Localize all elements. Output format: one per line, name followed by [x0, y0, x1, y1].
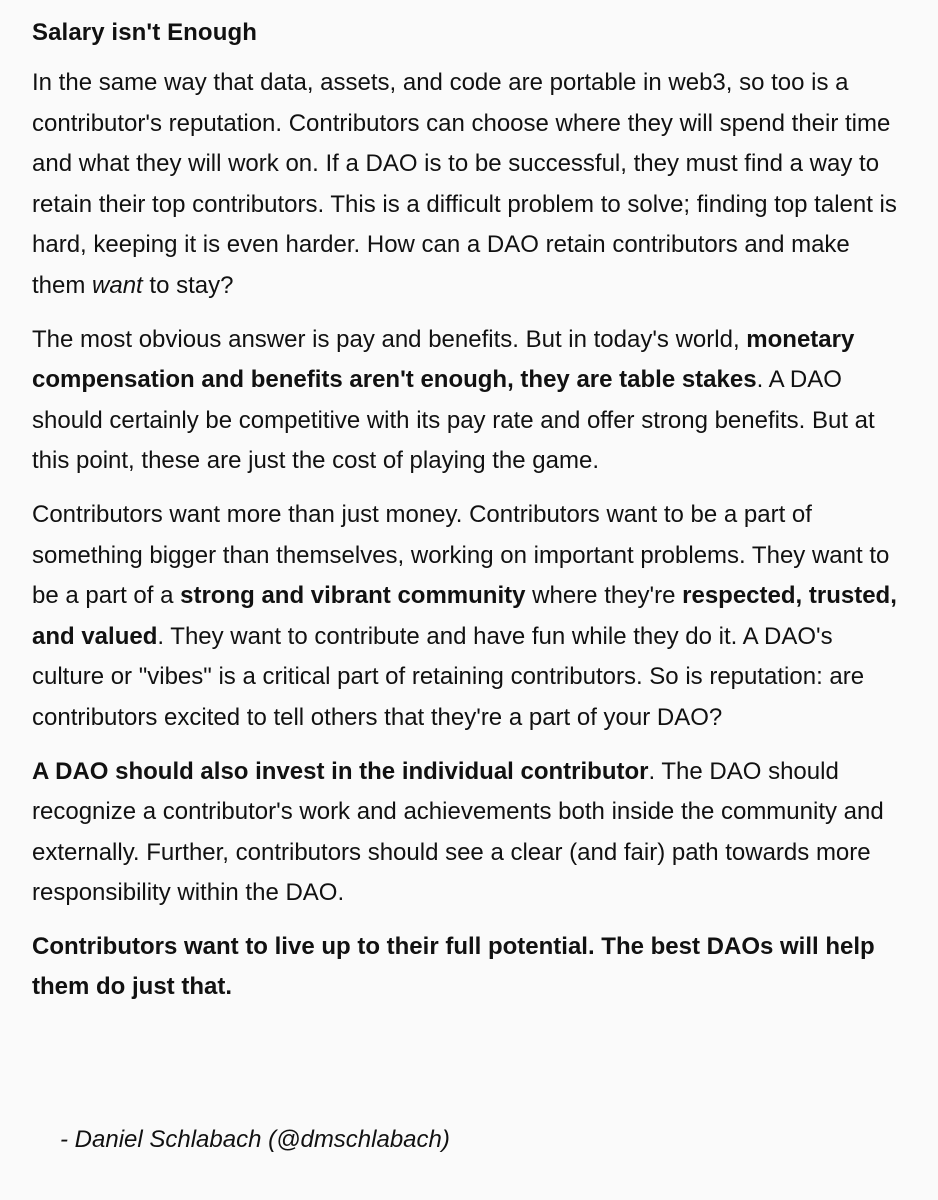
paragraph-1-text-b: to stay? — [142, 271, 234, 299]
paragraph-3-bold-1: strong and vibrant community — [180, 582, 526, 610]
paragraph-5-bold: Contributors want to live up to their full potential. The best DAOs will help them do just that. — [32, 932, 875, 1001]
paragraph-3-bold-2: respected, trusted, and valued — [32, 582, 897, 650]
author-signature: - Daniel Schlabach (@dmschlabach) — [60, 1126, 450, 1153]
paragraph-4-bold: A DAO should also invest in the individual contributor — [32, 757, 649, 785]
paragraph-2 — [32, 320, 904, 482]
paragraph-1-emphasis: want — [92, 271, 143, 299]
paragraph-1 — [32, 63, 904, 307]
paragraph-3-text-c: . They want to contribute and have fun while they do it. A DAO's culture or "vibes" is a critical part of retaining contributors. So is reputation: are contributors excited to tell others that they're a part of your DAO? — [32, 622, 865, 731]
paragraph-5 — [32, 927, 904, 1008]
paragraph-3-text-a: Contributors want more than just money. Contributors want to be a part of something bigger than themselves, working on important problems. They want to be a part of a — [32, 500, 890, 610]
article-title: Salary isn't Enough — [32, 19, 257, 46]
paragraph-2-bold: monetary compensation and benefits aren't enough, they are table stakes — [32, 325, 855, 394]
paragraph-3 — [32, 495, 904, 739]
paragraph-4-text-a: . The DAO should recognize a contributor's work and achievements both inside the community and externally. Further, contributors should see a clear (and fair) path towards more responsibility within the DAO. — [32, 757, 884, 907]
paragraph-2-text-b: . A DAO should certainly be competitive with its pay rate and offer strong benefits. But at this point, these are just the cost of playing the game. — [32, 366, 875, 475]
paragraph-1-text-a: In the same way that data, assets, and code are portable in web3, so too is a contributor's reputation. Contributors can choose where they will spend their time and what they will work on. If a DAO is to be successful, they must find a way to retain their top contributors. This is a difficult problem to solve; finding top talent is hard, keeping it is even harder. How can a DAO retain contributors and make them — [32, 69, 897, 299]
paragraph-3-text-b: where they're — [525, 582, 683, 610]
paragraph-4 — [32, 752, 904, 914]
paragraph-2-text-a: The most obvious answer is pay and benefits. But in today's world, — [32, 325, 747, 353]
